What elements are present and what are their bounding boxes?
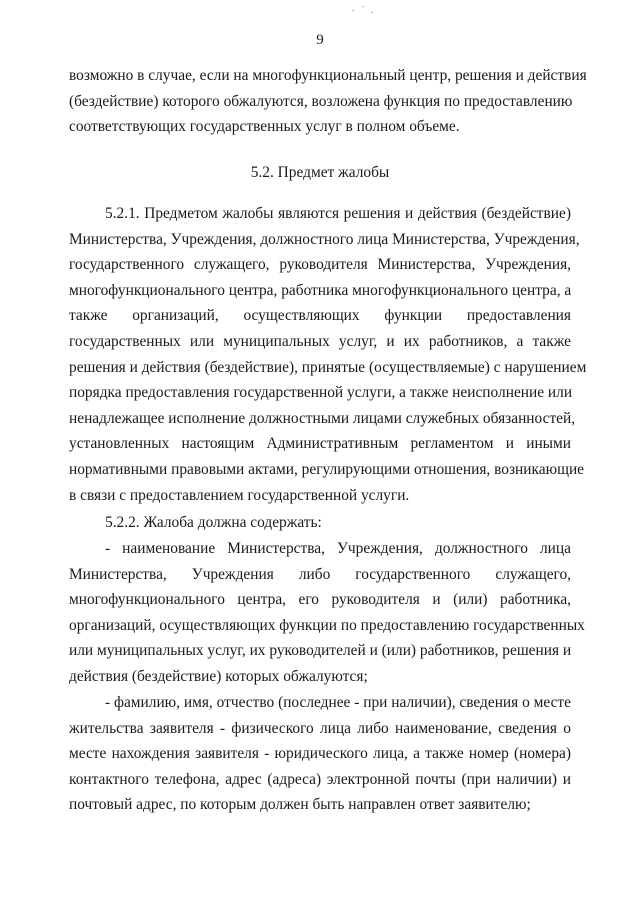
- text-line: (бездействие) которого обжалуются, возложена функция по предоставлению: [69, 92, 573, 110]
- text-line: организаций, осуществляющих функции по предоставлению государственных: [69, 616, 585, 634]
- text-line: почтовый адрес, по которым должен быть направлен ответ заявителю;: [69, 796, 531, 814]
- text-line: многофункционального центра, его руководителя и (или) работника,: [69, 591, 571, 609]
- text-line: установленных настоящим Административным регламентом и иными: [69, 435, 571, 453]
- text-line: месте нахождения заявителя - юридического лица, а также номер (номера): [69, 745, 571, 763]
- scan-speck: [352, 10, 354, 11]
- paragraph-5-2-2: [69, 510, 571, 536]
- paragraph-5-2-1: [69, 201, 587, 508]
- subsection-heading: 5.2.2. Жалоба должна содержать:: [105, 514, 322, 531]
- text-line: или муниципальных услуг, их руководителей и (или) работников, решения и: [69, 642, 572, 660]
- text-line: контактного телефона, адрес (адреса) электронной почты (при наличии) и: [69, 770, 571, 788]
- list-item-1: [69, 536, 585, 690]
- text-line: - наименование Министерства, Учреждения, должностного лица: [105, 540, 571, 557]
- text-line: 5.2.1. Предметом жалобы являются решения и действия (бездействие): [105, 205, 571, 222]
- text-line: государственных или муниципальных услуг, и их работников, а также: [69, 332, 571, 350]
- text-line: соответствующих государственных услуг в полном объеме.: [69, 118, 460, 136]
- list-item-2: [69, 690, 571, 818]
- scan-speck: [371, 12, 373, 13]
- text-line: действия (бездействие) которых обжалуются;: [69, 667, 368, 685]
- text-line: Министерства, Учреждения либо государственного служащего,: [69, 565, 571, 583]
- text-line: решения и действия (бездействие), принятые (осуществляемые) с нарушением: [69, 358, 587, 376]
- text-line: - фамилию, имя, отчество (последнее - при наличии), сведения о месте: [105, 694, 571, 711]
- scan-speck: [362, 6, 364, 7]
- text-line: жительства заявителя - физического лица либо наименование, сведения о: [69, 719, 571, 737]
- text-line: также организаций, осуществляющих функции предоставления: [69, 307, 571, 325]
- text-line: нормативными правовыми актами, регулирующими отношения, возникающие: [69, 460, 585, 478]
- text-line: возможно в случае, если на многофункциональный центр, решения и действия: [69, 67, 587, 84]
- text-line: порядка предоставления государственной услуги, а также неисполнение или: [69, 384, 573, 402]
- text-line: ненадлежащее исполнение должностными лицами служебных обязанностей,: [69, 409, 576, 427]
- intro-paragraph: [69, 63, 587, 140]
- text-line: Министерства, Учреждения, должностного лица Министерства, Учреждения,: [69, 230, 580, 248]
- section-heading: 5.2. Предмет жалобы: [250, 164, 390, 181]
- page-number: 9: [316, 32, 324, 48]
- text-line: многофункционального центра, работника многофункционального центра, а: [69, 281, 572, 299]
- text-line: государственного служащего, руководителя Министерства, Учреждения,: [69, 256, 571, 274]
- text-line: в связи с предоставлением государственной услуги.: [69, 486, 410, 504]
